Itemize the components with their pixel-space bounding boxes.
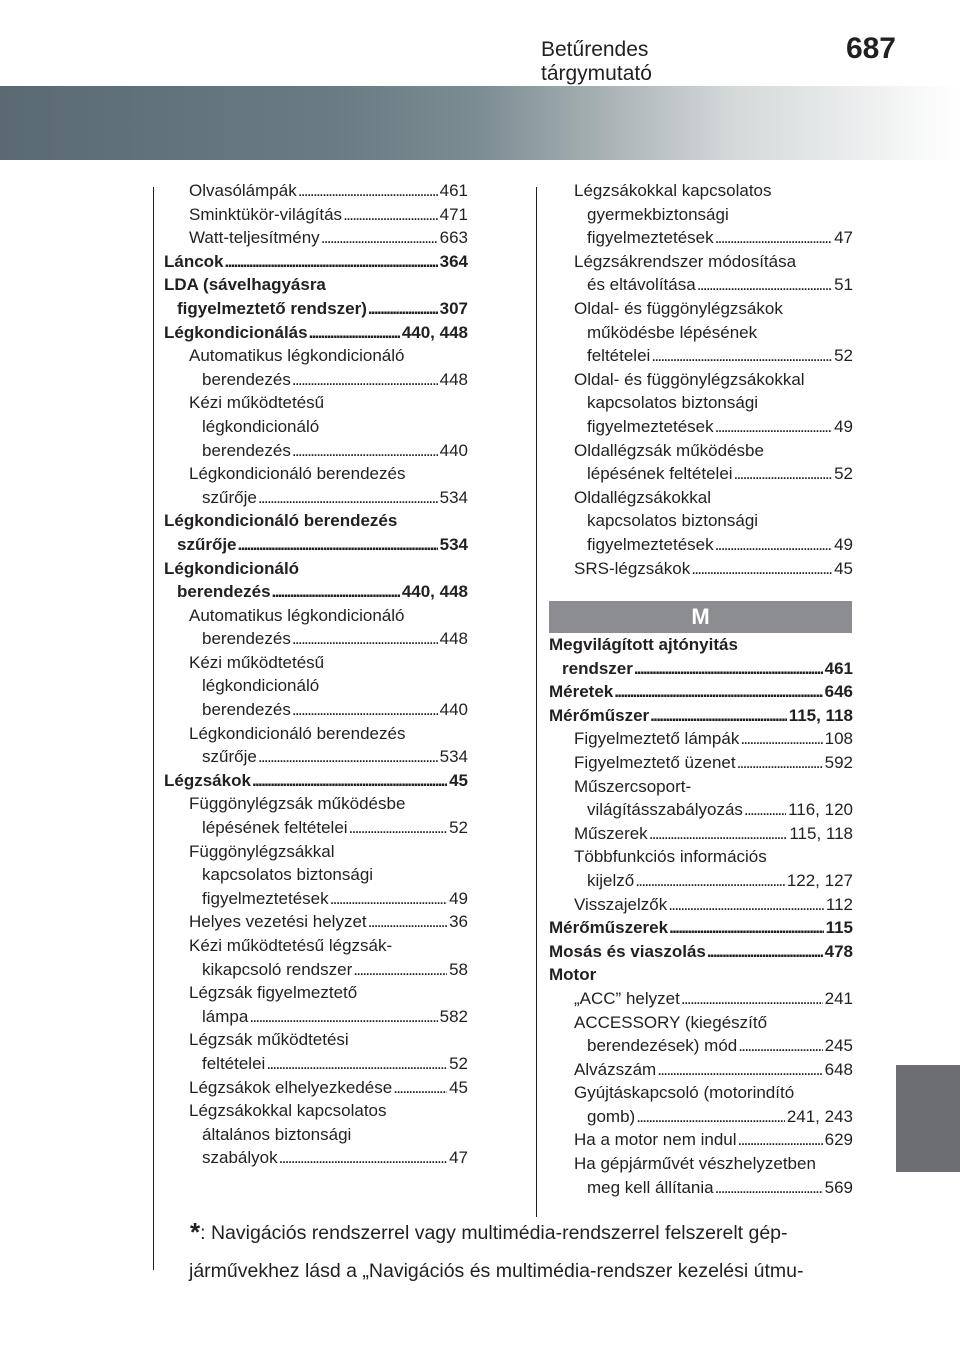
index-entry-text: Légkondicionáló berendezés	[189, 464, 406, 484]
index-entry-text: lámpa	[202, 1006, 249, 1026]
index-entry-text: Műszercsoport-	[574, 776, 692, 796]
index-entry	[549, 1058, 853, 1082]
index-entry	[549, 462, 853, 486]
index-entry-page: 569	[824, 1177, 853, 1197]
index-entry-text: Kézi működtetésű	[189, 393, 325, 413]
index-entry-text: berendezés	[202, 700, 291, 720]
leader-dots	[292, 627, 438, 651]
index-entry-text: Légkondicionáló berendezés	[164, 511, 398, 531]
index-entry-line	[549, 1152, 853, 1176]
index-entry-page: 52	[449, 818, 468, 838]
index-entry	[549, 557, 853, 581]
index-entry-text: Légzsák figyelmeztető	[189, 983, 358, 1003]
index-entry	[164, 958, 468, 982]
leader-dots	[238, 533, 438, 557]
index-entry-text: és eltávolítása	[587, 275, 696, 295]
leader-dots	[715, 415, 832, 439]
running-header-title: Betűrendes tárgymutató	[541, 38, 652, 85]
leader-dots	[707, 940, 823, 964]
page-number: 687	[845, 32, 896, 65]
index-column-right-top	[549, 179, 853, 580]
index-entry-text: „ACC” helyzet	[574, 988, 680, 1008]
index-entry-line	[549, 486, 853, 510]
index-entry	[164, 1146, 468, 1170]
index-entry	[164, 698, 468, 722]
index-entry-page: 36	[449, 912, 468, 932]
index-entry-text: Ha a motor nem indul	[574, 1130, 737, 1150]
index-entry-text: berendezés	[202, 369, 291, 389]
leader-dots	[393, 1076, 447, 1100]
index-entry-page: 440, 448	[401, 582, 468, 602]
leader-dots	[279, 1146, 447, 1170]
index-entry	[549, 1176, 853, 1200]
index-column-right-bottom	[549, 633, 853, 1199]
leader-dots	[657, 1058, 822, 1082]
index-entry-page: 122, 127	[786, 870, 853, 890]
index-entry-page: 241, 243	[786, 1106, 853, 1126]
index-entry-text: meg kell állítania	[587, 1177, 714, 1197]
index-entry-page: 115	[825, 918, 853, 938]
index-entry-line	[549, 963, 853, 987]
index-entry-text: lépésének feltételei	[202, 818, 348, 838]
index-entry-text: Alvázszám	[574, 1059, 657, 1079]
index-entry-line	[549, 1081, 853, 1105]
index-entry	[164, 321, 468, 345]
leader-dots	[349, 816, 448, 840]
index-entry-line	[164, 273, 468, 297]
index-entry-page: 440	[439, 700, 468, 720]
leader-dots	[744, 798, 786, 822]
index-entry	[549, 751, 853, 775]
index-entry-line	[549, 391, 853, 415]
index-entry-page: 534	[439, 487, 468, 507]
index-entry	[164, 1076, 468, 1100]
index-entry-page: 307	[439, 298, 468, 318]
index-entry-page: 648	[824, 1059, 853, 1079]
index-entry	[164, 580, 468, 604]
index-entry-page: 461	[824, 658, 853, 678]
leader-dots	[225, 250, 438, 274]
index-entry-text: szűrője	[177, 534, 237, 554]
index-entry-page: 582	[439, 1006, 468, 1026]
leader-dots	[715, 226, 832, 250]
index-entry-page: 461	[439, 181, 468, 200]
index-entry-page: 646	[824, 682, 853, 702]
index-entry-text: gyermekbiztonsági	[587, 204, 729, 224]
index-entry-text: Kézi működtetésű	[189, 652, 325, 672]
index-entry-line	[549, 775, 853, 799]
index-entry-text: Függönylégzsák működésbe	[189, 794, 406, 814]
index-entry	[164, 745, 468, 769]
index-entry-text: Mérőműszer	[549, 705, 650, 725]
index-entry	[549, 657, 853, 681]
index-entry-page: 49	[449, 888, 468, 908]
index-entry-page: 58	[449, 959, 468, 979]
index-entry-text: Légzsákok elhelyezkedése	[189, 1077, 393, 1097]
index-entry	[549, 940, 853, 964]
index-entry-line	[549, 250, 853, 274]
index-entry-text: kapcsolatos biztonsági	[587, 393, 759, 413]
index-entry-text: SRS-légzsákok	[574, 558, 691, 578]
leader-dots	[368, 297, 438, 321]
index-entry-line	[164, 674, 468, 698]
index-entry	[164, 910, 468, 934]
index-entry	[164, 486, 468, 510]
index-entry-text: szabályok	[202, 1148, 278, 1168]
index-entry-page: 45	[834, 558, 853, 578]
index-entry-text: szűrője	[202, 747, 257, 767]
index-entry-page: 47	[449, 1148, 468, 1168]
index-entry-page: 364	[439, 251, 468, 271]
leader-dots	[321, 226, 438, 250]
index-entry-line	[164, 792, 468, 816]
left-column-rule	[153, 187, 154, 1270]
chapter-thumb-tab	[896, 1065, 960, 1172]
index-entry	[549, 916, 853, 940]
index-entry-text: lépésének feltételei	[587, 464, 733, 484]
index-entry-text: Mérőműszerek	[549, 918, 669, 938]
index-entry	[549, 1128, 853, 1152]
index-entry-page: 52	[834, 464, 853, 484]
index-entry-text: Oldal- és függönylégzsákok	[574, 298, 783, 318]
index-entry-page: 45	[449, 1077, 468, 1097]
index-entry-line	[164, 722, 468, 746]
leader-dots	[292, 698, 438, 722]
index-entry-text: kijelző	[587, 870, 635, 890]
index-entry-text: Légzsákokkal kapcsolatos	[574, 181, 772, 200]
index-entry-page: 592	[824, 752, 853, 772]
index-entry-text: működésbe lépésének	[587, 322, 758, 342]
index-entry	[164, 297, 468, 321]
footnote-line-2: járművekhez lásd a „Navigációs és multimédia-rendszer kezelési útmu-	[189, 1260, 804, 1282]
index-entry-text: Méretek	[549, 682, 614, 702]
index-entry-page: 115, 118	[788, 705, 853, 725]
footnote-star: *	[190, 1217, 201, 1247]
index-entry	[164, 769, 468, 793]
leader-dots	[258, 486, 438, 510]
index-entry	[549, 987, 853, 1011]
index-entry-line	[164, 344, 468, 368]
index-entry	[164, 1005, 468, 1029]
leader-dots	[734, 462, 833, 486]
index-entry-text: kikapcsoló rendszer	[202, 959, 353, 979]
header-banner	[0, 86, 960, 160]
index-entry-text: légkondicionáló	[202, 416, 320, 436]
index-entry-text: Oldallégzsák működésbe	[574, 440, 764, 460]
leader-dots	[651, 344, 832, 368]
index-entry-text: berendezés	[177, 582, 271, 602]
index-entry-text: Automatikus légkondicionáló	[189, 346, 405, 366]
leader-dots	[368, 910, 447, 934]
index-entry-text: figyelmeztetések	[587, 534, 714, 554]
index-entry-text: kapcsolatos biztonsági	[587, 511, 759, 531]
index-entry-line	[549, 845, 853, 869]
index-entry	[164, 1052, 468, 1076]
leader-dots	[669, 916, 824, 940]
index-entry-text: Olvasólámpák	[189, 181, 297, 200]
index-entry-line	[549, 439, 853, 463]
index-entry-page: 47	[834, 228, 853, 248]
index-entry-text: figyelmeztetések	[587, 416, 714, 436]
index-entry	[549, 727, 853, 751]
index-entry	[549, 226, 853, 250]
index-entry-line	[549, 179, 853, 203]
index-entry-text: gomb)	[587, 1106, 636, 1126]
index-entry-page: 534	[439, 534, 468, 554]
index-entry-line	[549, 368, 853, 392]
index-entry-line	[164, 1123, 468, 1147]
index-entry-text: rendszer	[562, 658, 633, 678]
index-entry-text: Műszerek	[574, 823, 648, 843]
index-entry-text: berendezések) mód	[587, 1036, 738, 1056]
index-entry-line	[164, 863, 468, 887]
leader-dots	[737, 751, 823, 775]
leader-dots	[738, 1128, 823, 1152]
index-entry-line	[164, 934, 468, 958]
index-entry-line	[164, 840, 468, 864]
index-entry-page: 448	[439, 369, 468, 389]
index-entry-line	[549, 297, 853, 321]
footnote-text-1: : Navigációs rendszerrel vagy multimédia-rendszerrel felszerelt gép-	[200, 1222, 788, 1244]
index-entry-text: Légzsákrendszer módosítása	[574, 251, 797, 271]
index-entry	[164, 439, 468, 463]
index-entry-page: 440, 448	[401, 322, 468, 342]
index-entry-page: 52	[834, 346, 853, 366]
index-entry-text: Oldal- és függönylégzsákokkal	[574, 369, 805, 389]
index-entry-line	[549, 321, 853, 345]
index-entry	[164, 203, 468, 227]
index-entry-text: kapcsolatos biztonsági	[202, 865, 374, 885]
leader-dots	[668, 893, 824, 917]
leader-dots	[298, 179, 438, 203]
leader-dots	[258, 745, 438, 769]
index-entry-text: LDA (sávelhagyásra	[164, 275, 326, 295]
index-entry-text: Függönylégzsákkal	[189, 841, 335, 861]
index-entry-line	[164, 509, 468, 533]
index-entry-text: Helyes vezetési helyzet	[189, 912, 367, 932]
index-entry-page: 245	[824, 1036, 853, 1056]
leader-dots	[697, 273, 832, 297]
index-entry-text: figyelmeztetések	[587, 228, 714, 248]
index-entry-text: feltételei	[587, 346, 651, 366]
index-entry-text: Megvilágított ajtónyitás	[549, 635, 738, 654]
index-entry-text: Légkondicionálás	[164, 322, 308, 342]
index-entry	[164, 226, 468, 250]
index-entry-text: Automatikus légkondicionáló	[189, 605, 405, 625]
index-entry-text: Sminktükör-világítás	[189, 204, 343, 224]
leader-dots	[636, 1105, 785, 1129]
leader-dots	[272, 580, 400, 604]
index-entry-text: Gyújtáskapcsoló (motorindító	[574, 1083, 795, 1103]
index-entry-text: Mosás és viaszolás	[549, 941, 706, 961]
index-entry-text: Figyelmeztető üzenet	[574, 752, 736, 772]
leader-dots	[343, 203, 438, 227]
index-entry	[549, 1105, 853, 1129]
index-entry-page: 115, 118	[789, 823, 853, 843]
index-entry-text: Motor	[549, 965, 597, 985]
index-entry-text: Ha gépjárművét vészhelyzetben	[574, 1154, 816, 1174]
index-entry-text: Láncok	[164, 251, 224, 271]
index-entry-page: 448	[439, 629, 468, 649]
index-entry	[549, 1034, 853, 1058]
index-entry-page: 49	[834, 534, 853, 554]
index-entry-line	[164, 415, 468, 439]
index-entry	[164, 250, 468, 274]
index-entry-page: 478	[824, 941, 853, 961]
leader-dots	[715, 1176, 823, 1200]
index-entry-line	[164, 604, 468, 628]
index-entry-page: 108	[824, 729, 853, 749]
index-entry	[164, 533, 468, 557]
index-entry-line	[164, 1099, 468, 1123]
index-entry-page: 629	[824, 1130, 853, 1150]
middle-column-rule	[536, 187, 537, 1217]
index-entry	[549, 273, 853, 297]
index-entry	[549, 893, 853, 917]
index-entry-line	[164, 651, 468, 675]
leader-dots	[740, 727, 822, 751]
index-entry-text: berendezés	[202, 440, 291, 460]
index-entry	[549, 680, 853, 704]
index-entry	[164, 179, 468, 203]
index-entry-page: 241	[824, 988, 853, 1008]
index-entry-line	[164, 391, 468, 415]
index-entry-line	[549, 203, 853, 227]
index-entry	[164, 368, 468, 392]
index-entry	[164, 887, 468, 911]
index-entry-page: 49	[834, 416, 853, 436]
index-entry	[549, 869, 853, 893]
index-entry-text: berendezés	[202, 629, 291, 649]
index-entry-line	[549, 633, 853, 657]
index-entry-page: 440	[439, 440, 468, 460]
index-entry-text: Légkondicionáló berendezés	[189, 723, 406, 743]
index-entry-text: Légkondicionáló	[164, 558, 300, 578]
index-entry	[164, 627, 468, 651]
index-entry-text: szűrője	[202, 487, 257, 507]
leader-dots	[309, 321, 400, 345]
leader-dots	[249, 1005, 437, 1029]
index-entry-line	[549, 1011, 853, 1035]
index-entry-text: Visszajelzők	[574, 894, 668, 914]
index-entry-page: 52	[449, 1053, 468, 1073]
leader-dots	[681, 987, 823, 1011]
index-entry	[549, 415, 853, 439]
leader-dots	[634, 657, 823, 681]
index-entry-page: 534	[439, 747, 468, 767]
leader-dots	[715, 533, 832, 557]
index-entry-line	[549, 509, 853, 533]
footnote	[190, 1213, 860, 1290]
index-entry-line	[164, 981, 468, 1005]
index-entry-text: Kézi működtetésű légzsák-	[189, 936, 393, 955]
index-entry-text: Légzsákok	[164, 770, 251, 790]
leader-dots	[353, 958, 447, 982]
index-entry-text: Légzsákokkal kapcsolatos	[189, 1101, 387, 1121]
index-entry-text: Többfunkciós információs	[574, 847, 767, 867]
index-entry-page: 471	[439, 204, 468, 224]
index-entry-text: Watt-teljesítmény	[189, 228, 320, 248]
leader-dots	[691, 557, 832, 581]
index-entry-text: Légzsák működtetési	[189, 1030, 349, 1050]
index-entry-page: 45	[449, 770, 468, 790]
leader-dots	[292, 368, 438, 392]
index-entry-text: általános biztonsági	[202, 1124, 352, 1144]
index-entry-text: Figyelmeztető lámpák	[574, 729, 740, 749]
leader-dots	[738, 1034, 822, 1058]
index-entry-line	[164, 1028, 468, 1052]
index-entry-page: 112	[825, 894, 853, 914]
leader-dots	[330, 887, 447, 911]
section-letter-bar: M	[549, 601, 852, 633]
index-entry-text: feltételei	[202, 1053, 266, 1073]
index-entry-line	[164, 557, 468, 581]
index-entry-text: világításszabályozás	[587, 800, 743, 820]
index-entry-line	[164, 462, 468, 486]
index-entry-text: Oldallégzsákokkal	[574, 487, 712, 507]
leader-dots	[650, 704, 787, 728]
index-entry-text: figyelmeztetések	[202, 888, 329, 908]
index-entry	[549, 344, 853, 368]
index-entry	[164, 816, 468, 840]
index-entry-page: 116, 120	[788, 800, 853, 820]
index-entry	[549, 798, 853, 822]
index-column-left	[164, 179, 468, 1170]
leader-dots	[252, 769, 447, 793]
leader-dots	[266, 1052, 447, 1076]
index-entry-text: figyelmeztető rendszer)	[177, 298, 367, 318]
leader-dots	[649, 822, 788, 846]
index-entry-text: ACCESSORY (kiegészítő	[574, 1012, 768, 1032]
index-entry	[549, 704, 853, 728]
leader-dots	[292, 439, 438, 463]
index-entry	[549, 822, 853, 846]
index-entry-page: 51	[834, 275, 853, 295]
index-entry	[549, 533, 853, 557]
leader-dots	[635, 869, 785, 893]
index-entry-text: légkondicionáló	[202, 676, 320, 696]
leader-dots	[614, 680, 822, 704]
index-entry-page: 663	[439, 228, 468, 248]
footnote-line-1	[190, 1213, 860, 1252]
